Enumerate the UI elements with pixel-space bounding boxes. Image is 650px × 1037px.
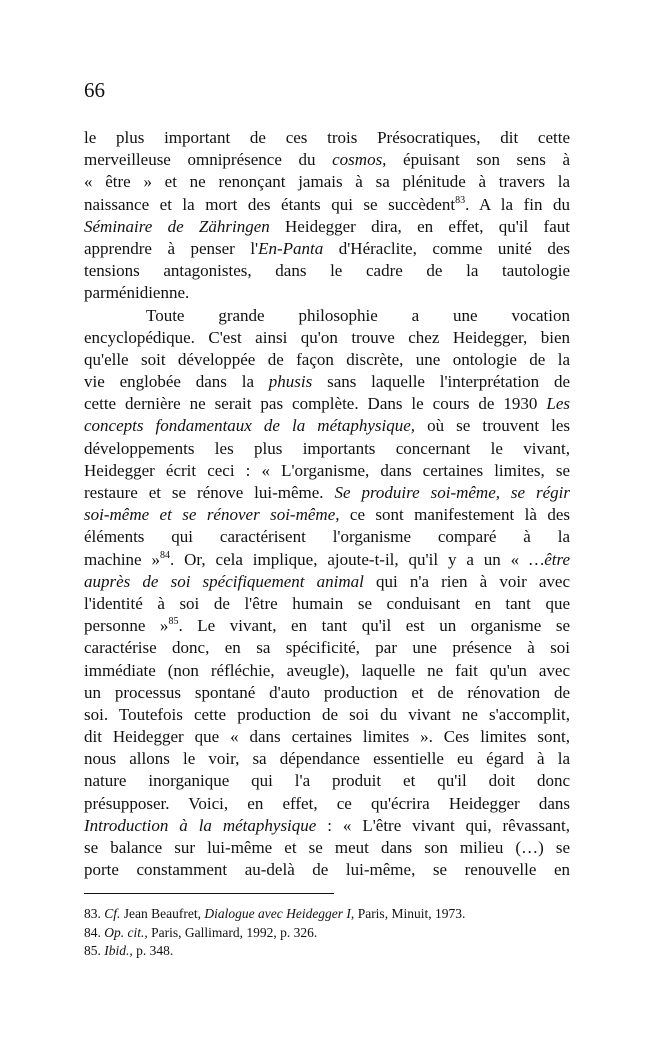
text-line [84,593,570,615]
italic-text: Séminaire de Zähringen [84,216,270,236]
text-line [84,770,570,792]
text-line [84,460,570,482]
text-run: se balance sur lui-même et se meut dans son milieu (…) se [84,838,570,857]
text-line [84,371,570,393]
text-line [84,504,570,526]
text-line [84,571,570,593]
text-run: développements les plus importants concernant le vivant, [84,438,570,458]
text-line [84,837,570,859]
body-text [84,127,570,881]
text-run: nous allons le voir, sa dépendance essentielle eu égard à la [84,749,570,769]
text-run: qu'elle soit développée de façon discrète, une ontologie de la [84,349,570,369]
text-run: Jean Beaufret, [120,906,205,921]
text-run: le plus important de ces trois Présocratiques, dit cette [84,128,570,147]
text-run: soi. Toutefois cette production de soi du vivant ne s'accomplit, [84,704,570,724]
text-run: 84. [84,924,105,940]
text-line [84,216,570,238]
italic-text: Op. cit., [104,924,148,940]
italic-text: Cf. [104,906,121,921]
text-line [84,305,570,327]
text-run: p. 348. [132,943,174,958]
text-run: naissance et la mort des étants qui se succèdent [84,194,456,214]
italic-text: …être [529,549,570,569]
text-line [84,171,570,193]
text-run: Heidegger écrit ceci : « L'organisme, dans certaines limites, se [84,460,570,480]
text-run: d'Héraclite, comme unité des [323,238,570,258]
text-line [84,815,570,837]
text-line [84,393,570,415]
text-run: . Le vivant, en tant qu'il est un organisme se [178,616,570,636]
text-run: ce sont manifestement là des [339,505,570,525]
text-line [84,726,570,748]
footnote-reference: 84 [159,549,170,561]
italic-text: cosmos, [332,150,387,170]
text-run: nature inorganique qui l'a produit et qu'il doit donc [84,771,570,791]
text-line [84,415,570,437]
text-line [84,482,570,504]
italic-text: En-Panta [258,238,324,258]
text-run: . Or, cela implique, ajoute-t-il, qu'il y a un « [169,549,530,569]
text-run: Paris, Minuit, 1973. [354,906,466,921]
text-line [84,748,570,770]
text-run: sans laquelle l'interprétation de [312,372,570,392]
text-run: Paris, Gallimard, 1992, p. 326. [147,924,318,940]
text-line [84,793,570,815]
text-run: un processus spontané d'auto production et de rénovation de [84,682,570,702]
text-run: présupposer. Voici, en effet, ce qu'écrira Heidegger dans [84,793,570,813]
italic-text: phusis [268,372,313,392]
italic-text: soi-même et se rénover soi-même, [84,505,340,525]
text-line [84,349,570,371]
text-run: immédiate (non réfléchie, aveugle), laquelle ne fait qu'un avec [84,660,570,680]
text-line [84,327,570,349]
footnote-reference: 83 [455,194,466,206]
text-line [84,615,570,637]
italic-text: Les [546,394,570,414]
text-run: 83. [84,906,105,921]
text-line [84,526,570,548]
text-line [84,194,570,216]
text-run: 85. [84,943,105,958]
text-line [84,238,570,260]
text-line [84,282,570,304]
footnote-reference: 85 [168,616,179,628]
footnote [84,905,570,924]
text-run: l'identité à soi de l'être humain se conduisant en tant que [84,593,570,613]
text-line [84,704,570,726]
italic-text: Se produire soi-même, se régir [334,483,571,502]
text-run: vie englobée dans la [84,372,269,392]
text-line [84,438,570,460]
text-run: Heidegger dira, en effet, qu'il faut [269,216,570,236]
footnote [84,924,570,943]
text-line [84,149,570,171]
text-line [84,637,570,659]
text-run: porte constamment au-delà de lui-même, se renouvelle en [84,860,570,880]
text-line [84,260,570,282]
text-line [84,859,570,881]
text-run: où se trouvent les [415,416,570,436]
italic-text: Dialogue avec Heidegger I, [204,906,355,921]
italic-text: concepts fondamentaux de la métaphysique, [84,416,416,436]
text-run: : « L'être vivant qui, rêvassant, [316,815,570,835]
text-run: machine » [84,549,160,569]
footnote-rule [84,893,334,894]
text-line [84,127,570,149]
italic-text: Introduction à la métaphysique [84,815,317,835]
text-line [84,549,570,571]
text-run: restaure et se rénove lui-même. [84,483,335,502]
text-run: Toute grande philosophie a une vocation [146,305,570,325]
text-line [84,682,570,704]
text-run: éléments qui caractérisent l'organisme comparé à la [84,527,570,547]
text-run: . A la fin du [465,194,570,214]
footnotes [84,905,570,961]
text-run: cette dernière ne serait pas complète. Dans le cours de 1930 [84,394,547,414]
italic-text: auprès de soi spécifiquement animal [84,571,364,591]
text-run: épuisant son sens à [386,150,571,170]
text-run: qui n'a rien à voir avec [363,571,571,591]
text-run: tensions antagonistes, dans le cadre de la tautologie [84,261,570,281]
text-run: caractérise donc, en sa spécificité, par une présence à soi [84,638,570,658]
text-run: encyclopédique. C'est ainsi qu'on trouve chez Heidegger, bien [84,327,570,347]
text-run: merveilleuse omniprésence du [84,150,333,170]
text-run: personne » [84,616,169,636]
text-run: parménidienne. [84,283,190,303]
text-run: « être » et ne renonçant jamais à sa plénitude à travers la [84,172,570,192]
italic-text: Ibid., [104,943,133,958]
text-run: apprendre à penser l' [84,238,259,258]
page-number: 66 [84,78,105,102]
text-run: dit Heidegger que « dans certaines limites ». Ces limites sont, [84,727,570,747]
footnote [84,942,570,961]
text-line [84,660,570,682]
